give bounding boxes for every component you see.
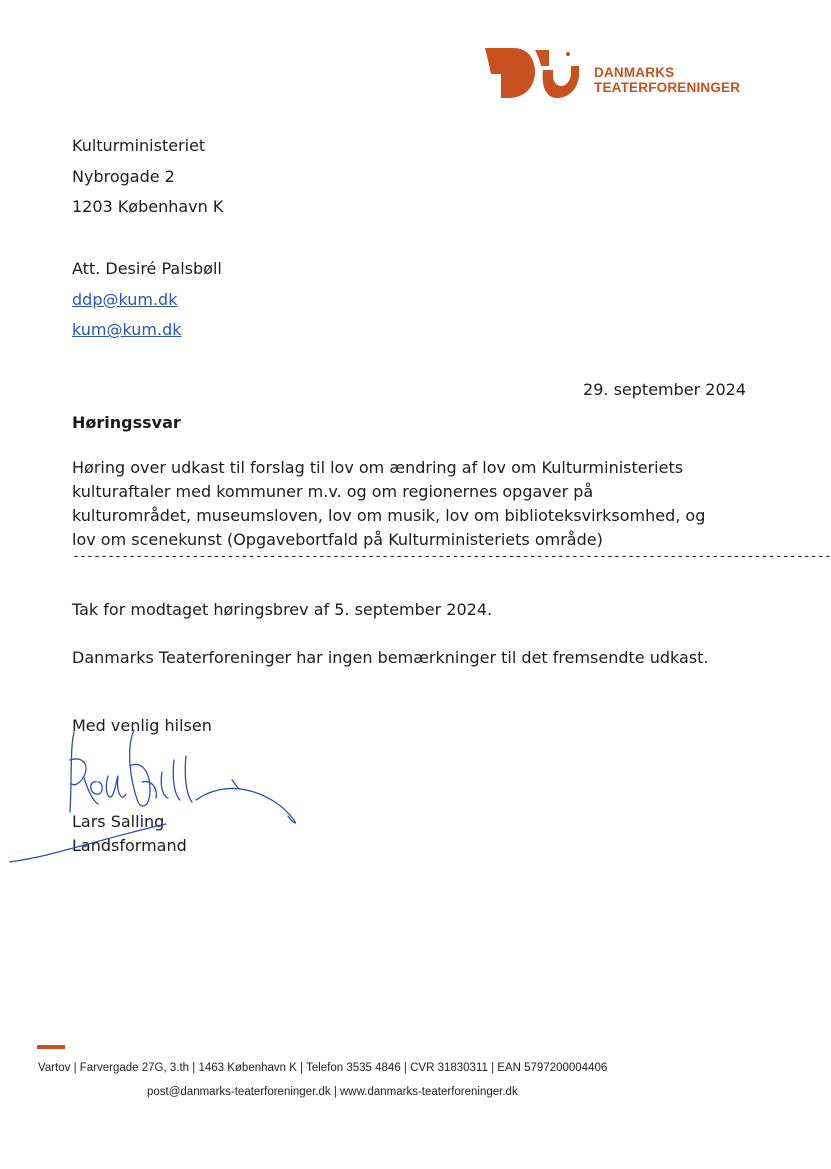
letter-heading: Høringssvar xyxy=(72,413,181,432)
signer-title: Landsformand xyxy=(72,836,187,855)
handwritten-signature xyxy=(0,720,320,870)
subject-line: kulturaftaler med kommuner m.v. og om regionernes opgaver på xyxy=(72,482,594,501)
email-link-ddp[interactable]: ddp@kum.dk xyxy=(72,289,178,309)
body-paragraph: Tak for modtaget høringsbrev af 5. september 2024. xyxy=(72,600,493,619)
recipient-address xyxy=(72,131,223,223)
logo-text-line2: TEATERFORENINGER xyxy=(594,80,741,95)
logo-text-line1: DANMARKS xyxy=(594,65,675,80)
recipient-line: Kulturministeriet xyxy=(72,136,206,155)
letter-date: 29. september 2024 xyxy=(583,380,746,399)
logo-wordmark xyxy=(594,65,740,95)
email-link-kum[interactable]: kum@kum.dk xyxy=(72,320,182,339)
footer-web-line: post@danmarks-teaterforeninger.dk | www.danmarks-teaterforeninger.dk xyxy=(147,1086,518,1098)
body-paragraph: Danmarks Teaterforeninger har ingen bemærkninger til det fremsendte udkast. xyxy=(72,648,709,667)
attention-block xyxy=(72,254,222,346)
footer-accent-bar xyxy=(37,1045,65,1049)
signer-name: Lars Salling xyxy=(72,812,165,831)
subject-line: Høring over udkast til forslag til lov om ændring af lov om Kulturministeriets xyxy=(72,458,684,477)
footer-contact-line: Vartov | Farvergade 27G, 3.th | 1463 København K | Telefon 3535 4846 | CVR 31830311 | EAN 5797200004406 xyxy=(38,1062,608,1074)
logo-mark-icon xyxy=(483,44,583,104)
attention-line: Att. Desiré Palsbøll xyxy=(72,259,222,278)
organization-logo xyxy=(483,44,753,104)
subject-line: kulturområdet, museumsloven, lov om musik, lov om biblioteksvirksomhed, og xyxy=(72,506,706,525)
separator-line: ------------------------------------------------------------------------------------------------------------ xyxy=(72,549,831,564)
subject-paragraph xyxy=(72,456,762,552)
closing-phrase: Med venlig hilsen xyxy=(72,716,212,735)
subject-line: lov om scenekunst (Opgavebortfald på Kulturministeriets område) xyxy=(72,530,603,549)
recipient-line: 1203 København K xyxy=(72,197,224,216)
recipient-line: Nybrogade 2 xyxy=(72,166,175,186)
